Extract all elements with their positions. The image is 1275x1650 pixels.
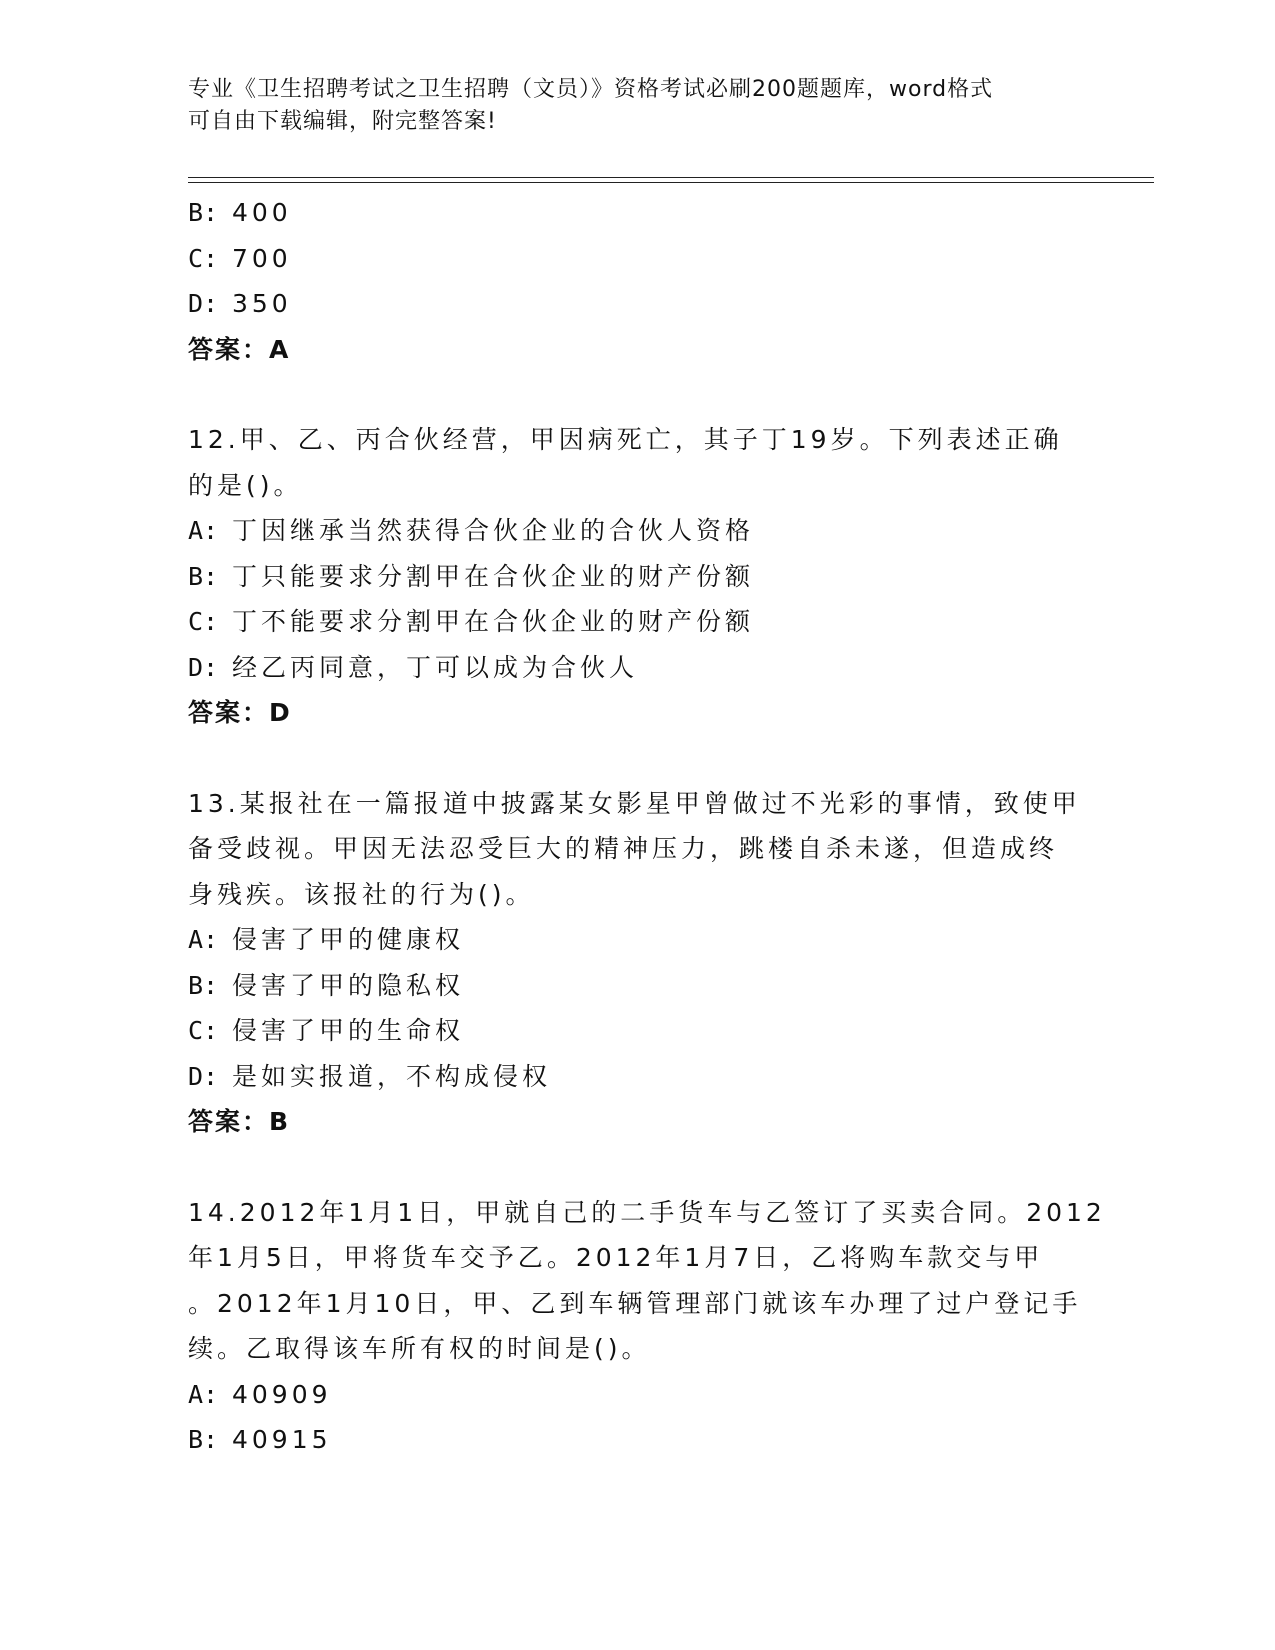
option-c [188,599,1088,645]
option-c [188,1008,1088,1054]
option-a [188,1372,1088,1418]
option-text: 丁不能要求分割甲在合伙企业的财产份额 [232,607,755,636]
option-text: 经乙丙同意，丁可以成为合伙人 [232,652,639,682]
option-label: B: [188,198,219,227]
header-divider-bottom [188,182,1154,183]
answer-line: 答案：B [188,1107,291,1136]
option-label: D: [188,652,219,682]
spacer [188,736,1088,781]
option-text: 丁只能要求分割甲在合伙企业的财产份额 [232,561,755,591]
option-text: 350 [232,289,292,318]
answer-line: 答案：A [188,334,291,364]
question-stem-line: 身残疾。该报社的行为()。 [188,879,535,909]
document-header [188,74,1088,138]
option-d [188,1054,1088,1100]
question-stem-line: 年1月5日，甲将货车交予乙。2012年1月7日，乙将购车款交与甲 [188,1243,1044,1272]
question-stem-line: 14.2012年1月1日，甲就自己的二手货车与乙签订了买卖合同。2012 [188,1197,1106,1227]
option-text: 40909 [232,1379,332,1409]
option-label: C: [188,243,219,273]
option-text: 侵害了甲的隐私权 [232,970,465,1000]
question-stem-line: 12.甲、乙、丙合伙经营，甲因病死亡，其子丁19岁。下列表述正确 [188,425,1063,454]
option-text: 400 [232,198,292,227]
question-stem-line: 备受歧视。甲因无法忍受巨大的精神压力，跳楼自杀未遂，但造成终 [188,834,1059,863]
option-c [188,236,1088,282]
question-11 [188,190,1088,372]
option-b [188,963,1088,1009]
question-14 [188,1190,1106,1463]
option-a [188,917,1088,963]
option-b [188,554,1088,600]
option-b [188,1417,1088,1463]
option-text: 是如实报道，不构成侵权 [232,1061,552,1091]
question-13 [188,781,1088,1145]
option-label: C: [188,1016,219,1045]
option-label: A: [188,1379,219,1409]
option-text: 侵害了甲的健康权 [232,925,465,954]
question-stem-line: 续。乙取得该车所有权的时间是()。 [188,1334,651,1363]
option-a [188,508,1088,554]
question-stem-line: 的是()。 [188,470,303,500]
option-text: 40915 [232,1425,332,1454]
document-body [188,190,1106,1463]
option-b [188,190,1088,236]
spacer [188,372,1088,417]
option-label: D: [188,289,219,318]
option-label: A: [188,516,219,545]
option-label: A: [188,925,219,954]
option-text: 丁因继承当然获得合伙企业的合伙人资格 [232,516,755,545]
header-divider-top [188,177,1154,178]
option-text: 侵害了甲的生命权 [232,1016,465,1045]
header-line-1: 专业《卫生招聘考试之卫生招聘（文员）》资格考试必刷200题题库，word格式 [188,77,994,102]
option-d [188,645,1088,691]
header-line-2: 可自由下载编辑，附完整答案! [188,109,497,134]
question-12 [188,417,1088,736]
question-stem-line: 13.某报社在一篇报道中披露某女影星甲曾做过不光彩的事情，致使甲 [188,788,1081,818]
spacer [188,1145,1088,1190]
answer-line: 答案：D [188,698,292,727]
option-label: B: [188,561,219,591]
option-d [188,281,1088,327]
option-label: B: [188,970,219,1000]
option-text: 700 [232,243,292,273]
option-label: C: [188,607,219,636]
option-label: B: [188,1425,219,1454]
question-stem-line: 。2012年1月10日，甲、乙到车辆管理部门就该车办理了过户登记手 [188,1288,1082,1318]
option-label: D: [188,1061,219,1091]
